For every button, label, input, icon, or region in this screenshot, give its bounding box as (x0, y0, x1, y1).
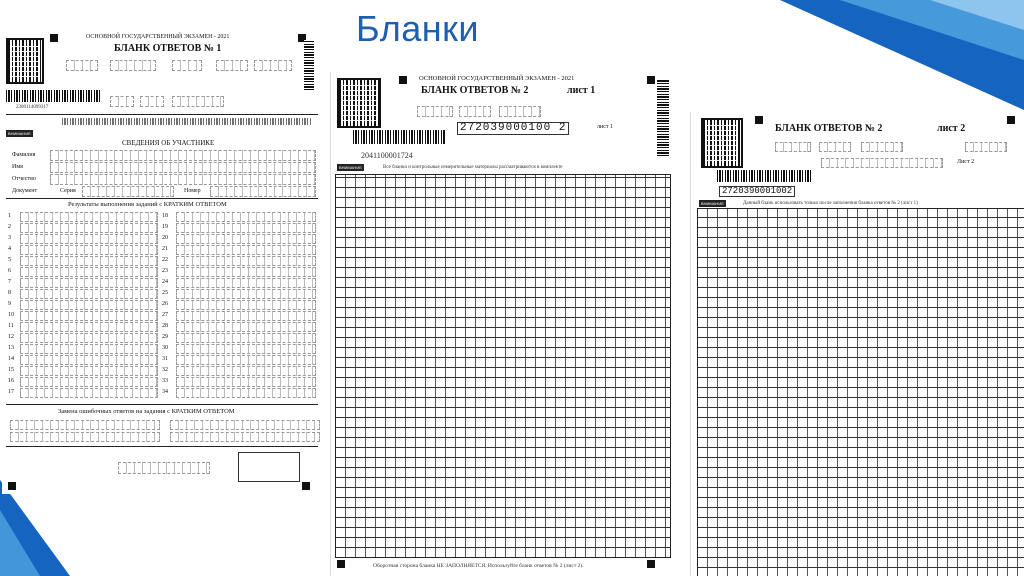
vertical-barcode-icon (657, 80, 669, 156)
region-cells (417, 106, 453, 117)
barcode-icon (717, 170, 813, 182)
corner-marker (8, 482, 16, 490)
row-number: 24 (162, 279, 168, 285)
footer-note: Оборотная сторона бланка НЕ ЗАПОЛНЯЕТСЯ. Используйте бланк ответов № 2 (лист 2). (373, 563, 584, 569)
row-number: 15 (8, 367, 14, 373)
row-number: 17 (8, 389, 14, 395)
row-number: 9 (8, 301, 11, 307)
row-number: 10 (8, 312, 14, 318)
qr-code-icon (6, 38, 44, 84)
qr-code-icon (701, 118, 743, 168)
form-code-digits: 272039000100 2 (457, 122, 569, 135)
row-number: 4 (8, 246, 11, 252)
name-field[interactable] (50, 162, 316, 173)
corner-marker (302, 482, 310, 490)
additional-form-cells (821, 158, 943, 168)
region-cells (775, 142, 811, 152)
short-answer-field[interactable] (20, 322, 158, 332)
top-right-decoration (780, 0, 1024, 110)
subject-name-cells (861, 142, 903, 152)
short-answer-field[interactable] (176, 366, 316, 376)
short-answer-field[interactable] (176, 333, 316, 343)
row-number: 8 (8, 290, 11, 296)
short-answer-field[interactable] (20, 234, 158, 244)
exam-header: ОСНОВНОЙ ГОСУДАРСТВЕННЫЙ ЭКЗАМЕН - 2021 (419, 75, 575, 82)
replace-field-3[interactable] (10, 432, 160, 442)
short-answer-field[interactable] (176, 267, 316, 277)
barcode-icon (353, 130, 445, 144)
short-answer-field[interactable] (176, 223, 316, 233)
form-title: БЛАНК ОТВЕТОВ № 2 (421, 85, 529, 96)
form-title: БЛАНК ОТВЕТОВ № 1 (114, 43, 222, 54)
row-number: 11 (8, 323, 14, 329)
patronymic-label: Отчество (12, 176, 36, 182)
signature-box[interactable] (238, 452, 300, 482)
subject-name-cells (140, 96, 164, 107)
short-answer-field[interactable] (20, 366, 158, 376)
sheet-label: лист 1 (567, 85, 596, 96)
barcode-icon (6, 90, 102, 102)
replace-section-title: Замена ошибочных ответов на задания с КРАТКИМ ОТВЕТОМ (58, 408, 235, 415)
answer-form-2-sheet-2 (690, 112, 1024, 576)
section-tag: ВНИМАНИЕ (8, 131, 31, 136)
short-answer-field[interactable] (176, 278, 316, 288)
room-number-cells (254, 60, 292, 71)
number-field[interactable] (210, 186, 316, 197)
section-tag: ВНИМАНИЕ (339, 165, 362, 170)
row-number: 29 (162, 334, 168, 340)
row-number: 26 (162, 301, 168, 307)
short-answer-field[interactable] (20, 300, 158, 310)
short-answer-field[interactable] (20, 256, 158, 266)
short-answer-field[interactable] (20, 355, 158, 365)
subject-cells (819, 142, 851, 152)
row-number: 14 (8, 356, 14, 362)
short-answer-field[interactable] (20, 267, 158, 277)
short-answer-field[interactable] (176, 300, 316, 310)
replaced-count-field[interactable] (118, 462, 210, 474)
barcode-number: 2300114099317 (16, 105, 49, 110)
subject-cells (459, 106, 491, 117)
series-label: Серия (60, 188, 76, 194)
name-label: Имя (12, 164, 23, 170)
sheet-label: лист 2 (937, 123, 966, 134)
row-number: 34 (162, 389, 168, 395)
short-answer-field[interactable] (20, 278, 158, 288)
short-answer-field[interactable] (176, 245, 316, 255)
replace-field-2[interactable] (170, 420, 320, 430)
row-number: 12 (8, 334, 14, 340)
answer-form-2-sheet-1 (330, 72, 679, 576)
qr-code-icon (337, 78, 381, 128)
short-answer-field[interactable] (176, 388, 316, 398)
vertical-barcode-icon (304, 40, 314, 90)
row-number: 18 (162, 213, 168, 219)
corner-marker (647, 560, 655, 568)
surname-label: Фамилия (12, 152, 36, 158)
barcode-number: 2041100001724 (361, 151, 413, 160)
short-answer-field[interactable] (176, 322, 316, 332)
exam-header: ОСНОВНОЙ ГОСУДАРСТВЕННЫЙ ЭКЗАМЕН - 2021 (86, 34, 230, 40)
ppe-code-cells (216, 60, 248, 71)
signature-strip (62, 118, 312, 125)
sheet-box: лист 1 (597, 124, 613, 130)
sheet-box: Лист 2 (957, 159, 975, 165)
answer-form-1 (2, 32, 322, 494)
row-number: 13 (8, 345, 14, 351)
corner-marker (399, 76, 407, 84)
form-note: Все бланки и контрольные измерительные материалы рассматриваются в комплекте (383, 165, 563, 170)
date-cells (172, 96, 224, 107)
results-section-title: Результаты выполнения заданий с КРАТКИМ ОТВЕТОМ (68, 201, 227, 208)
subject-code-cells (110, 96, 134, 107)
row-number: 1 (8, 213, 11, 219)
row-number: 20 (162, 235, 168, 241)
section-tag: ВНИМАНИЕ (701, 201, 724, 206)
row-number: 30 (162, 345, 168, 351)
short-answer-field[interactable] (20, 377, 158, 387)
row-number: 27 (162, 312, 168, 318)
series-field[interactable] (82, 186, 174, 197)
row-number: 32 (162, 367, 168, 373)
class-cells (172, 60, 202, 71)
divider (6, 114, 318, 115)
section-info-title: СВЕДЕНИЯ ОБ УЧАСТНИКЕ (122, 139, 215, 147)
short-answer-field[interactable] (176, 355, 316, 365)
patronymic-field[interactable] (50, 174, 316, 185)
divider (6, 446, 318, 447)
form-note: Данный бланк использовать только после заполнения бланка ответов № 2 (лист 1) (743, 201, 918, 206)
divider (6, 404, 318, 405)
short-answer-field[interactable] (20, 212, 158, 222)
corner-marker (1007, 116, 1015, 124)
form-code-digits: 2720390001002 (719, 186, 795, 197)
short-answer-field[interactable] (20, 344, 158, 354)
org-code-cells (110, 60, 156, 71)
short-answer-field[interactable] (176, 234, 316, 244)
row-number: 25 (162, 290, 168, 296)
answer-grid[interactable] (697, 208, 1024, 576)
row-number: 2 (8, 224, 11, 230)
row-number: 23 (162, 268, 168, 274)
surname-field[interactable] (50, 150, 316, 161)
number-label: Номер (184, 188, 201, 194)
short-answer-field[interactable] (20, 333, 158, 343)
short-answer-field[interactable] (176, 256, 316, 266)
replace-field-4[interactable] (170, 432, 320, 442)
replace-field-1[interactable] (10, 420, 160, 430)
row-number: 31 (162, 356, 168, 362)
row-number: 28 (162, 323, 168, 329)
row-number: 21 (162, 246, 168, 252)
row-number: 22 (162, 257, 168, 263)
corner-marker (50, 34, 58, 42)
short-answer-field[interactable] (176, 289, 316, 299)
subject-name-cells (499, 106, 541, 117)
short-answer-field[interactable] (176, 377, 316, 387)
short-answer-field[interactable] (176, 344, 316, 354)
corner-marker (337, 560, 345, 568)
corner-marker (647, 76, 655, 84)
corner-marker (755, 116, 763, 124)
row-number: 3 (8, 235, 11, 241)
short-answer-field[interactable] (20, 388, 158, 398)
short-answer-field[interactable] (20, 289, 158, 299)
row-number: 5 (8, 257, 11, 263)
row-number: 6 (8, 268, 11, 274)
row-number: 33 (162, 378, 168, 384)
short-answer-field[interactable] (176, 212, 316, 222)
short-answer-field[interactable] (20, 223, 158, 233)
short-answer-field[interactable] (20, 311, 158, 321)
divider (6, 198, 318, 199)
row-number: 7 (8, 279, 11, 285)
extra-code-cells (965, 142, 1007, 152)
bottom-left-decoration (0, 480, 70, 576)
short-answer-field[interactable] (20, 245, 158, 255)
short-answer-field[interactable] (176, 311, 316, 321)
row-number: 16 (8, 378, 14, 384)
form-title: БЛАНК ОТВЕТОВ № 2 (775, 123, 883, 134)
row-number: 19 (162, 224, 168, 230)
answer-grid[interactable] (335, 174, 671, 558)
document-label: Документ (12, 188, 38, 194)
slide-title: Бланки (356, 8, 479, 49)
region-code-cells (66, 60, 98, 71)
